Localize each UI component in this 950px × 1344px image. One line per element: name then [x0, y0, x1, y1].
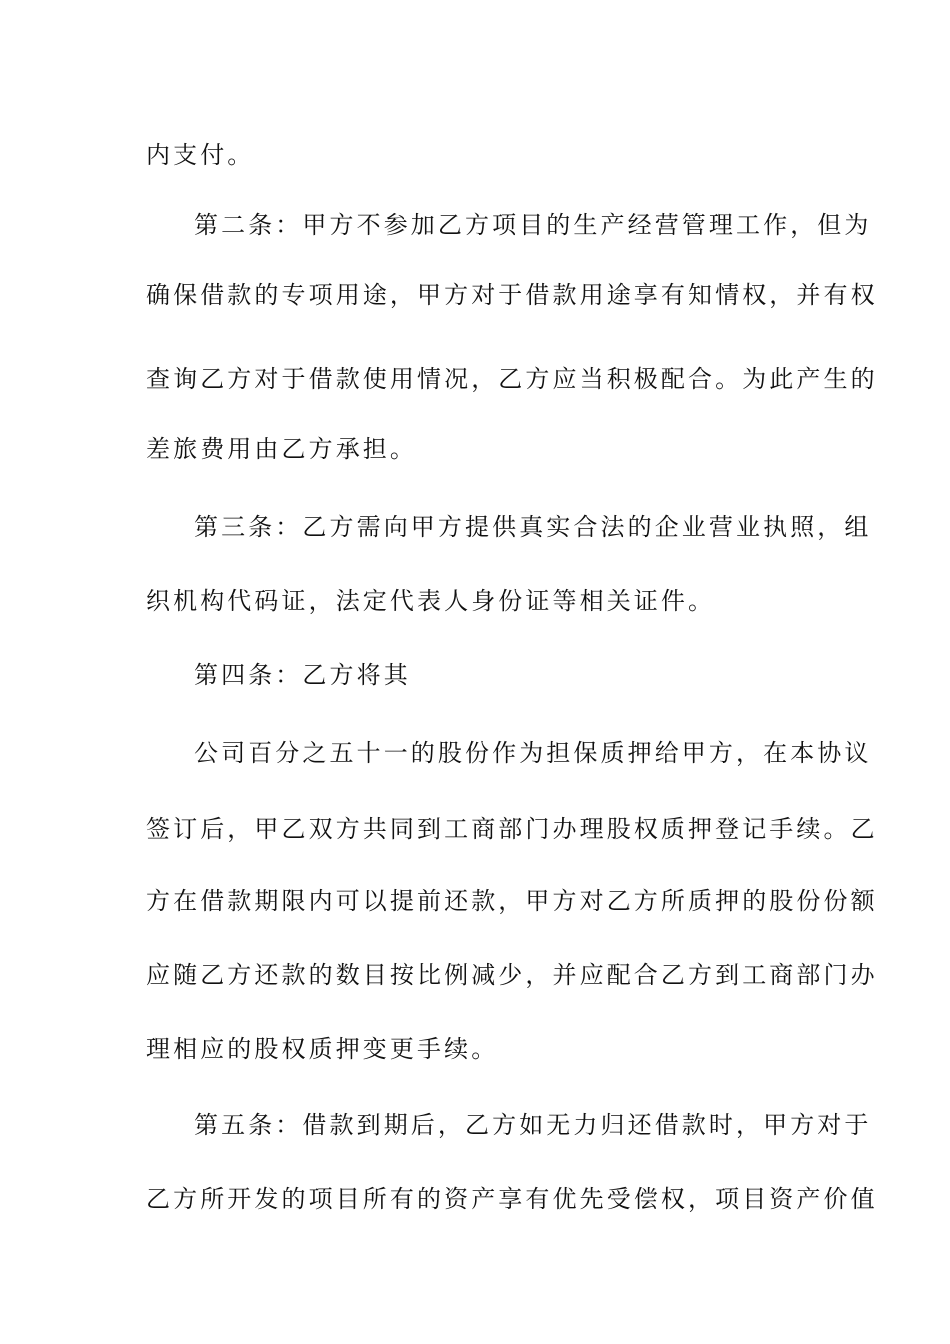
article-4-line: 第四条：乙方将其	[194, 661, 411, 689]
text-line: 乙方所开发的项目所有的资产享有优先受偿权，项目资产价值	[146, 1185, 878, 1213]
article-5-line: 第五条：借款到期后，乙方如无力归还借款时，甲方对于	[194, 1111, 872, 1139]
text-line: 查询乙方对于借款使用情况，乙方应当积极配合。为此产生的	[146, 365, 878, 393]
article-2-line: 第二条：甲方不参加乙方项目的生产经营管理工作，但为	[194, 211, 872, 239]
text-line: 签订后，甲乙双方共同到工商部门办理股权质押登记手续。乙	[146, 815, 878, 843]
text-line: 确保借款的专项用途，甲方对于借款用途享有知情权，并有权	[146, 281, 878, 309]
text-line: 方在借款期限内可以提前还款，甲方对乙方所质押的股份份额	[146, 887, 878, 915]
text-line: 差旅费用由乙方承担。	[146, 435, 417, 463]
text-line: 理相应的股权质押变更手续。	[146, 1035, 499, 1063]
text-line: 公司百分之五十一的股份作为担保质押给甲方，在本协议	[194, 739, 872, 767]
text-line: 内支付。	[146, 141, 255, 169]
text-line: 织机构代码证，法定代表人身份证等相关证件。	[146, 587, 716, 615]
text-line: 应随乙方还款的数目按比例减少，并应配合乙方到工商部门办	[146, 961, 878, 989]
article-3-line: 第三条：乙方需向甲方提供真实合法的企业营业执照，组	[194, 513, 872, 541]
